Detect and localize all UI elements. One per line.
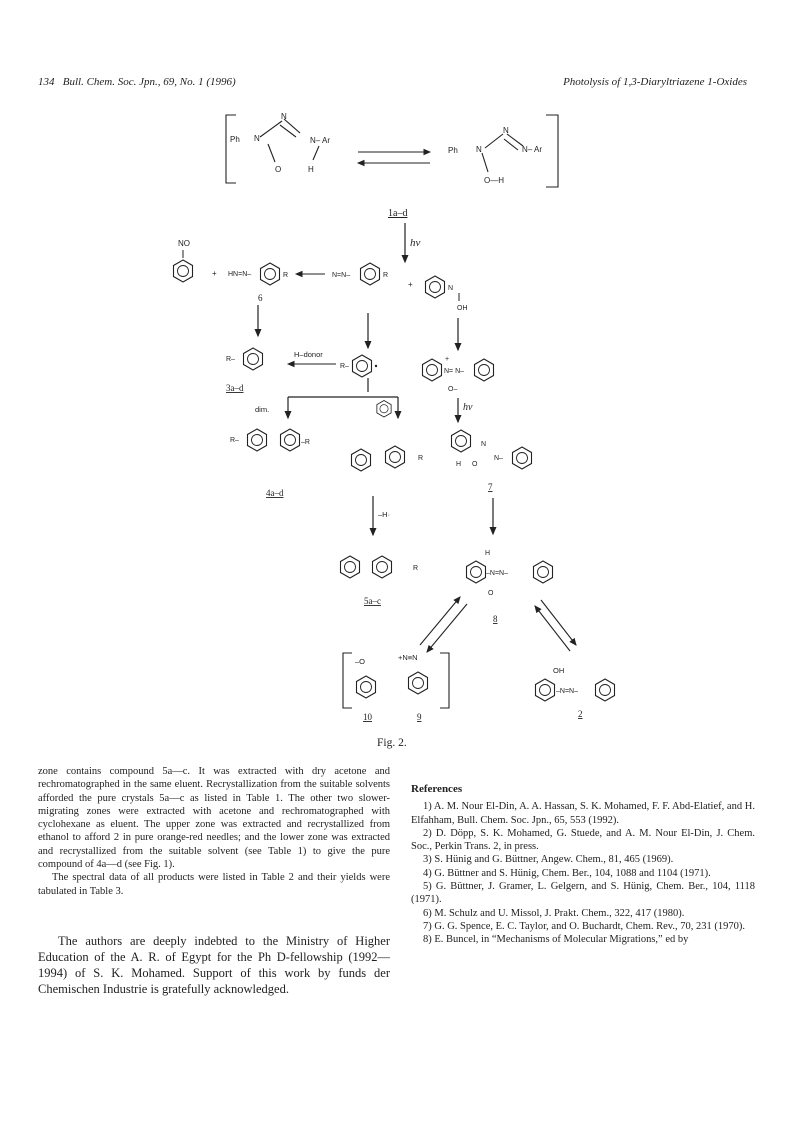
reference-item: 8) E. Buncel, in “Mechanisms of Molecular Migrations,” ed by <box>423 934 689 946</box>
arene-ring-3 <box>244 348 263 370</box>
label-n-eq-n: N= N– <box>444 368 465 375</box>
label-o-minus: O– <box>448 386 458 393</box>
reference-item: 4) G. Büttner and S. Hünig, Chem. Ber., 104, 1088 and 1104 (1971). <box>423 867 711 879</box>
label-n-left-right: N <box>476 145 482 154</box>
aryl-ring-diazenyl <box>361 263 380 285</box>
dienone-ring <box>467 561 486 583</box>
nitrosobenzene-ring <box>174 260 193 282</box>
label-h-cyc: H <box>456 461 462 468</box>
label-oh2: OH <box>553 666 565 675</box>
label-h8: H <box>485 550 491 557</box>
compound-7: 7 <box>488 482 493 492</box>
label-plus-n: + <box>445 356 450 363</box>
label-r7: R <box>418 455 424 462</box>
compound-3a-d: 3a–d <box>226 383 244 393</box>
azoxy-ring-left <box>423 359 442 381</box>
reference-item: 7) G. G. Spence, E. C. Taylor, and O. Buchardt, Chem. Rev., 70, 231 (1970). <box>423 920 745 932</box>
diazonium-ring <box>409 672 428 694</box>
reference-item: 2) D. Döpp, S. K. Mohamed, G. Stuede, and A. M. Nour El-Din, J. Chem. Soc., Perkin Trans. 2, in press. <box>411 827 755 853</box>
label-r4: R– <box>340 363 349 370</box>
label-diazonium: +N≡N <box>398 653 418 662</box>
label-r8: R <box>413 565 419 572</box>
aryl-ring-4 <box>386 446 405 468</box>
label-oh-radical: OH <box>457 305 468 312</box>
cyclohexadienyl-ring <box>352 449 371 471</box>
label-ph-left: Ph <box>230 135 240 144</box>
biphenyl-ring-1 <box>341 556 360 578</box>
reference-item: 6) M. Schulz and U. Missol, J. Prakt. Chem., 322, 417 (1980). <box>423 907 685 919</box>
label-r3: R– <box>226 356 235 363</box>
hv-label-2: hν <box>463 402 473 413</box>
phenol-ring <box>536 679 555 701</box>
plus-1: + <box>212 269 217 278</box>
label-h-left: H <box>308 165 314 174</box>
running-title: Photolysis of 1,3-Diaryltriazene 1-Oxides <box>563 76 747 88</box>
label-dim: dim. <box>255 405 270 414</box>
label-n-n-8: –N=N– <box>486 570 508 577</box>
label-n-top-right: N <box>503 126 509 135</box>
label-ar-left: N– Ar <box>310 136 331 145</box>
aryl-radical-ring <box>353 355 372 377</box>
compound-2: 2 <box>578 709 583 719</box>
phenyl-ring-hydroxyamino <box>426 276 445 298</box>
reference-item: 5) G. Büttner, J. Gramer, L. Gelgern, and S. Hünig, Chem. Ber., 104, 1118 (1971). <box>411 881 755 906</box>
label-r5: R– <box>230 437 239 444</box>
label-ph-right: Ph <box>448 146 458 155</box>
phenyl-ring-7 <box>513 447 532 469</box>
page-number: 134 <box>38 76 55 88</box>
label-h-donor: H–donor <box>294 350 323 359</box>
hv-label-1: hν <box>410 237 421 249</box>
reference-item: 1) A. M. Nour El-Din, A. A. Hassan, S. K. Mohamed, F. F. Abd-Elatief, and H. Elfahham, Bull. Chem. Soc. Jpn., 65, 553 (1992). <box>411 801 755 826</box>
label-n-left: N <box>254 134 260 143</box>
label-ar-right: N– Ar <box>522 145 543 154</box>
figure-caption: Fig. 2. <box>377 737 407 749</box>
label-o8: O <box>488 590 494 597</box>
phenoxide-ring <box>357 676 376 698</box>
body-paragraph-2: The spectral data of all products were listed in Table 2 and their yields were tabulated in Table 3. <box>38 872 390 897</box>
reference-item: 3) S. Hünig and G. Büttner, Angew. Chem., 81, 465 (1969). <box>423 854 674 866</box>
label-minus-o: –O <box>355 657 366 666</box>
compound-8: 8 <box>493 614 498 624</box>
label-o-cyc: O <box>472 461 478 468</box>
biaryl-ring-1 <box>248 429 267 451</box>
label-n-n-radical: N=N– <box>332 272 351 279</box>
label-r6: –R <box>301 439 310 446</box>
label-oh-right: O—H <box>484 176 504 185</box>
aryl-ring-6 <box>261 263 280 285</box>
compound-6: 6 <box>258 293 263 303</box>
label-minus-h: –H· <box>378 510 391 519</box>
label-n-radical: N <box>448 285 454 292</box>
body-paragraph-1: zone contains compound 5a—c. It was extracted with dry acetone and rechromatographed in the same eluent. Recrystallization from the suitable solvents afforded the pure crystals 5a—c as listed in Table 1. The other two slower-migrating zones were extracted with acetone and rechromatographed with cyclohexane as eluent. The upper zone was extracted and recrystallized from ethanol to afford 2 in pure orange-red needles; and the lower zone was extracted and recrystallized from the suitable solvent (see Table 1) to give the pure compound of 4a—d (see Fig. 1). <box>38 766 390 871</box>
phenyl-ring-2 <box>596 679 615 701</box>
biphenyl-ring-2 <box>373 556 392 578</box>
compound-9: 9 <box>417 712 422 722</box>
acknowledgment: The authors are deeply indebted to the Ministry of Higher Education of the A. R. of Egypt for the Ph D-fellowship (1992—1994) of S. K. Mohamed. Support of this work by funds der Chemischen Industrie is gratefully acknowledged. <box>38 933 390 996</box>
label-n-cyc2: N– <box>494 455 503 462</box>
label-n-top: N <box>281 112 287 121</box>
benzene-ring-small <box>377 401 391 418</box>
bicyclic-ring <box>452 430 471 452</box>
phenyl-ring-8 <box>534 561 553 583</box>
journal-citation: Bull. Chem. Soc. Jpn., 69, No. 1 (1996) <box>62 76 236 88</box>
label-r1: R <box>283 272 289 279</box>
label-n-n-2: –N=N– <box>556 688 578 695</box>
label-o-left: O <box>275 165 282 174</box>
azoxy-ring-right <box>475 359 494 381</box>
label-r2: R <box>383 272 389 279</box>
compound-1a-d: 1a–d <box>388 208 408 219</box>
references-heading: References <box>411 783 463 795</box>
biaryl-ring-2 <box>281 429 300 451</box>
left-column <box>38 765 390 997</box>
label-n-cyc: N <box>481 441 487 448</box>
compound-5a-c: 5a–c <box>364 596 381 606</box>
label-hn-n: HN=N– <box>228 271 252 278</box>
label-no: NO <box>178 239 190 248</box>
plus-2: + <box>408 280 413 289</box>
compound-4a-d: 4a–d <box>266 488 284 498</box>
references-column <box>411 765 755 947</box>
compound-10: 10 <box>363 712 372 722</box>
